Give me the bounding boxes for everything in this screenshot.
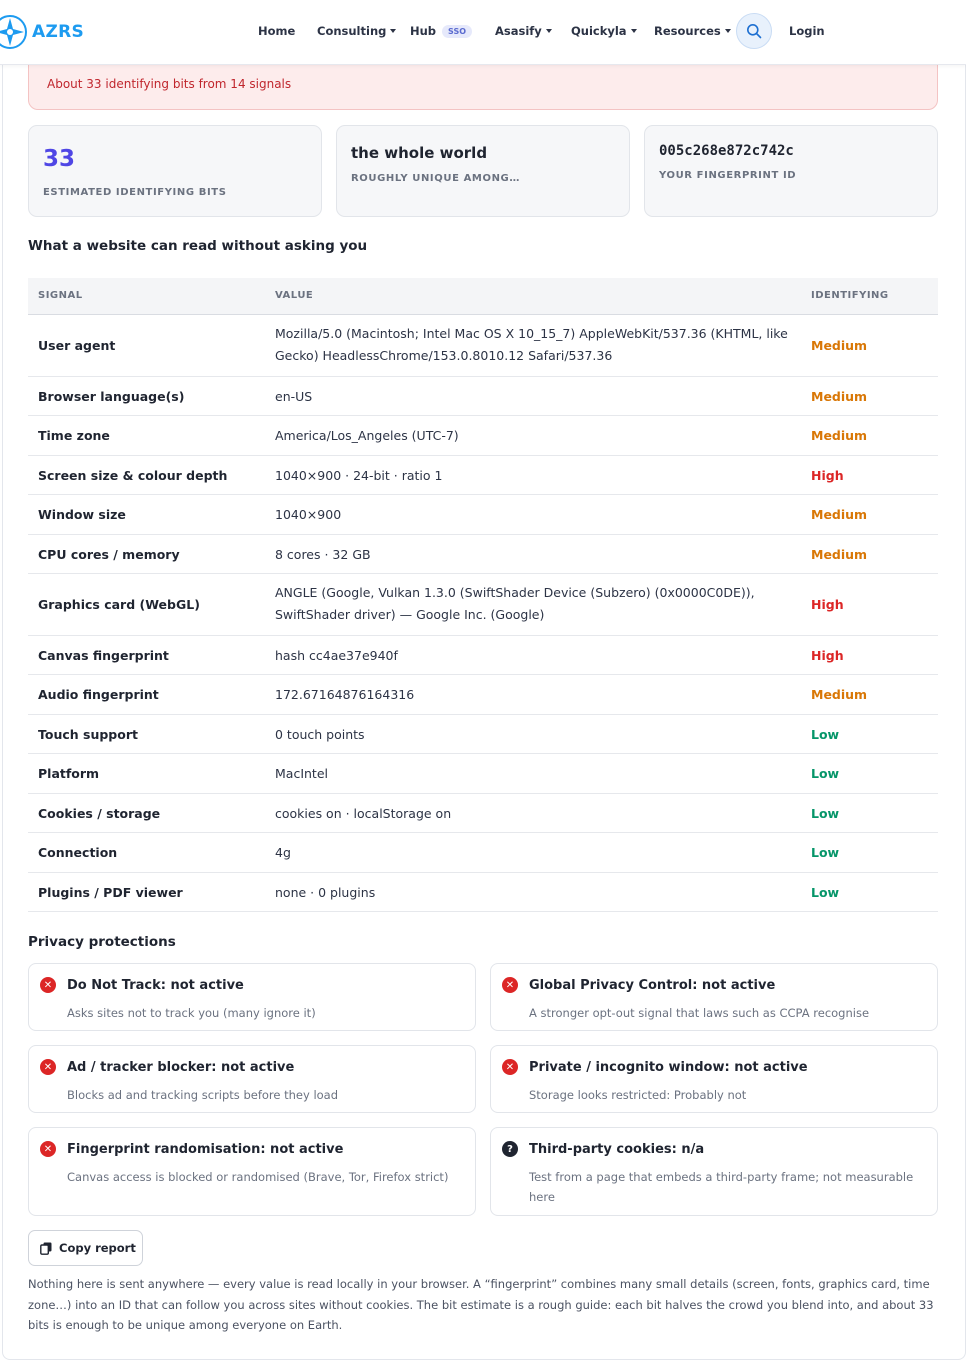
identifying-level: Low <box>811 727 840 742</box>
table-row <box>28 636 938 675</box>
nav-hub[interactable] <box>410 24 472 38</box>
brand-logo-icon <box>0 14 28 50</box>
identifying-level: Low <box>811 845 840 860</box>
table-row <box>28 456 938 495</box>
nav-hub-label: Hub <box>410 24 437 38</box>
sso-badge: SSO <box>442 25 472 38</box>
nav-quickyla[interactable] <box>571 24 637 38</box>
nav-home-label: Home <box>258 24 296 38</box>
search-icon <box>746 23 762 39</box>
stat-label-id: YOUR FINGERPRINT ID <box>659 170 797 181</box>
table-row <box>28 873 938 912</box>
table-row <box>28 495 938 535</box>
stat-label-bits: ESTIMATED IDENTIFYING BITS <box>43 187 227 198</box>
table-row <box>28 754 938 794</box>
signal-name: Touch support <box>38 727 138 742</box>
protection-title: Ad / tracker blocker: not active <box>67 1060 295 1075</box>
identifying-level: High <box>811 468 844 483</box>
protection-title: Global Privacy Control: not active <box>529 978 776 993</box>
signal-value: 0 touch points <box>275 727 365 742</box>
brand-link[interactable] <box>0 14 84 50</box>
column-header-value: VALUE <box>275 290 314 301</box>
copy-icon <box>40 1242 52 1255</box>
nav-home[interactable] <box>258 24 295 38</box>
protection-card <box>28 963 476 1031</box>
brand-name: AZRS <box>32 22 85 42</box>
chevron-down-icon <box>390 29 396 33</box>
table-header <box>28 278 938 315</box>
protection-card <box>28 1127 476 1216</box>
protection-card <box>490 963 938 1031</box>
signal-value: hash cc4ae37e940f <box>275 648 398 663</box>
protection-title: Private / incognito window: not active <box>529 1060 808 1075</box>
protection-description: Canvas access is blocked or randomised (Brave, Tor, Firefox strict) <box>67 1170 449 1184</box>
stat-label-unique: ROUGHLY UNIQUE AMONG… <box>351 173 520 184</box>
signal-name: Canvas fingerprint <box>38 648 169 663</box>
protection-title: Third-party cookies: n/a <box>529 1142 705 1157</box>
identifying-level: Low <box>811 766 840 781</box>
signal-value: 4g <box>275 845 291 860</box>
protection-description: Storage looks restricted: Probably not <box>529 1088 747 1102</box>
signal-name: Window size <box>38 507 126 522</box>
stat-value-bits: 33 <box>43 146 76 172</box>
table-row <box>28 377 938 416</box>
signal-value: 8 cores · 32 GB <box>275 547 371 562</box>
stat-card-unique <box>336 125 630 217</box>
protection-card <box>490 1045 938 1113</box>
identifying-level: Low <box>811 885 840 900</box>
protection-card <box>490 1127 938 1216</box>
signal-value: 172.67164876164316 <box>275 687 415 702</box>
alert-text: About 33 identifying bits from 14 signals <box>47 77 292 91</box>
protection-card <box>28 1045 476 1113</box>
protection-title: Fingerprint randomisation: not active <box>67 1142 344 1157</box>
signal-name: Browser language(s) <box>38 389 185 404</box>
stat-card-id <box>644 125 938 217</box>
identifying-level: Medium <box>811 687 868 702</box>
stat-card-bits <box>28 125 322 217</box>
x-circle-icon: ✕ <box>40 1059 56 1075</box>
signal-name: Platform <box>38 766 100 781</box>
question-circle-icon: ? <box>502 1141 518 1157</box>
nav-resources-label: Resources <box>654 24 721 38</box>
chevron-down-icon <box>546 29 552 33</box>
x-circle-icon: ✕ <box>502 1059 518 1075</box>
signal-value: MacIntel <box>275 766 328 781</box>
identifying-level: Medium <box>811 507 868 522</box>
chevron-down-icon <box>631 29 637 33</box>
protection-description: Blocks ad and tracking scripts before they load <box>67 1088 339 1102</box>
signal-value: none · 0 plugins <box>275 885 376 900</box>
nav-asasify[interactable] <box>495 24 552 38</box>
identifying-level: High <box>811 648 844 663</box>
nav-quickyla-label: Quickyla <box>571 24 627 38</box>
table-body <box>28 315 938 912</box>
identifying-level: Low <box>811 806 840 821</box>
signals-table <box>28 278 938 912</box>
column-header-signal: SIGNAL <box>38 290 83 301</box>
x-circle-icon: ✕ <box>40 977 56 993</box>
table-row <box>28 315 938 377</box>
nav-consulting[interactable] <box>317 24 396 38</box>
nav-login[interactable] <box>789 24 825 38</box>
footnote: Nothing here is sent anywhere — every value is read locally in your browser. A “fingerprint” combines many small details (screen, fonts, graphics card, time zone…) into an ID that can follow you across sites without cookies. The bit estimate is a rough guide: each bit halves the crowd you blend into, and about 33 bits is enough to be unique among everyone on Earth. <box>28 1277 934 1332</box>
signal-value: en-US <box>275 389 313 404</box>
identifying-level: High <box>811 597 844 612</box>
signal-name: Connection <box>38 845 118 860</box>
signal-name: CPU cores / memory <box>38 547 180 562</box>
identifying-level: Medium <box>811 428 868 443</box>
signal-value: ANGLE (Google, Vulkan 1.3.0 (SwiftShader Device (Subzero) (0x0000C0DE)), SwiftShader driver) — Google Inc. (Google) <box>275 585 755 622</box>
stat-value-unique: the whole world <box>351 144 488 162</box>
nav-login-label: Login <box>789 24 825 38</box>
identifying-level: Medium <box>811 389 868 404</box>
signals-heading: What a website can read without asking you <box>28 238 368 254</box>
nav-asasify-label: Asasify <box>495 24 542 38</box>
signal-value: 1040×900 · 24-bit · ratio 1 <box>275 468 443 483</box>
navbar <box>0 0 966 65</box>
protections-heading: Privacy protections <box>28 934 176 950</box>
stat-value-id: 005c268e872c742c <box>659 143 794 159</box>
protection-description: Test from a page that embeds a third-party frame; not measurable here <box>529 1170 914 1204</box>
identifying-level: Medium <box>811 547 868 562</box>
x-circle-icon: ✕ <box>502 977 518 993</box>
x-circle-icon: ✕ <box>40 1141 56 1157</box>
search-button[interactable] <box>736 13 772 49</box>
table-row <box>28 794 938 833</box>
table-row <box>28 574 938 636</box>
signal-name: Time zone <box>38 428 110 443</box>
signal-name: Cookies / storage <box>38 806 161 821</box>
table-row <box>28 833 938 873</box>
nav-consulting-label: Consulting <box>317 24 387 38</box>
table-row <box>28 535 938 574</box>
copy-report-button[interactable] <box>28 1230 143 1266</box>
protection-description: A stronger opt-out signal that laws such as CCPA recognise <box>529 1006 870 1020</box>
signal-name: Audio fingerprint <box>38 687 159 702</box>
signal-value: America/Los_Angeles (UTC-7) <box>275 428 459 443</box>
nav-resources[interactable] <box>654 24 731 38</box>
table-row <box>28 416 938 456</box>
signal-name: User agent <box>38 338 116 353</box>
identifying-level: Medium <box>811 338 868 353</box>
chevron-down-icon <box>725 29 731 33</box>
signal-value: 1040×900 <box>275 507 342 522</box>
signal-name: Plugins / PDF viewer <box>38 885 183 900</box>
protection-title: Do Not Track: not active <box>67 978 244 993</box>
signal-value: cookies on · localStorage on <box>275 806 452 821</box>
table-row <box>28 715 938 754</box>
column-header-identifying: IDENTIFYING <box>811 290 889 301</box>
copy-report-label: Copy report <box>59 1241 136 1255</box>
protection-description: Asks sites not to track you (many ignore it) <box>67 1006 316 1020</box>
table-row <box>28 675 938 715</box>
signal-name: Graphics card (WebGL) <box>38 597 200 612</box>
signal-name: Screen size & colour depth <box>38 468 228 483</box>
signal-value: Mozilla/5.0 (Macintosh; Intel Mac OS X 10_15_7) AppleWebKit/537.36 (KHTML, like Gecko) HeadlessChrome/153.0.8010.12 Safari/537.36 <box>275 326 788 363</box>
